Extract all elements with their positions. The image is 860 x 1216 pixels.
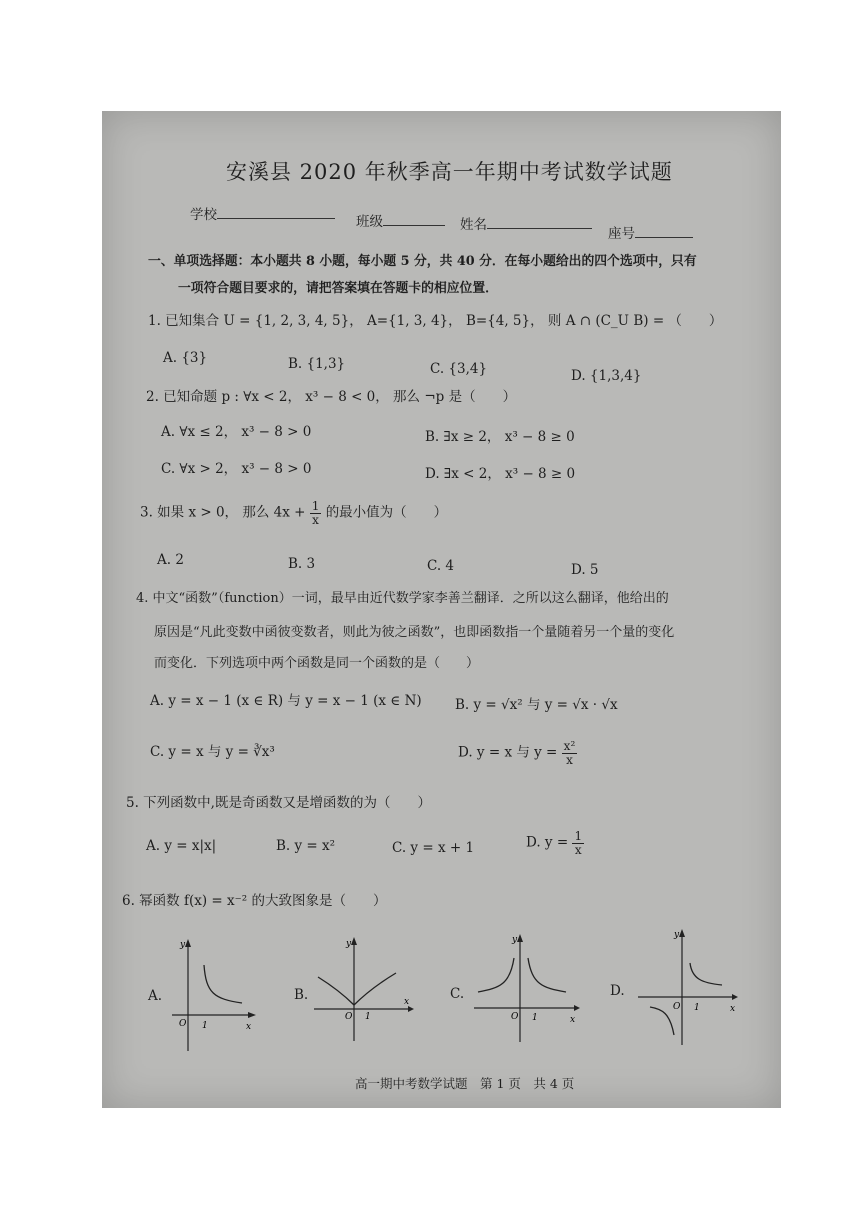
q6-graph-d-left-curve bbox=[650, 1007, 674, 1035]
q6-graph-d-right-curve bbox=[690, 963, 722, 985]
q3-option-d: D. 5 bbox=[571, 562, 599, 578]
q1-option-a: A. {3} bbox=[163, 350, 208, 366]
q6-graph-a-o: O bbox=[179, 1019, 187, 1029]
section-heading: 一、单项选择题：本小题共 8 小题，每小题 5 分，共 40 分．在每小题给出的四个选项中，只有 bbox=[148, 254, 697, 269]
q6-label-d: D. bbox=[610, 983, 625, 999]
q6-label-b: B. bbox=[294, 987, 309, 1003]
q2-option-d: D. ∃x < 2， x³ − 8 ≥ 0 bbox=[425, 466, 576, 482]
q6-graph-d-1: 1 bbox=[694, 1003, 700, 1013]
q2-option-b: B. ∃x ≥ 2， x³ − 8 ≥ 0 bbox=[425, 429, 575, 445]
q6-graph-c bbox=[470, 930, 582, 1045]
q3-option-a: A. 2 bbox=[157, 552, 184, 568]
q6-graph-b-curve bbox=[318, 973, 396, 1005]
q4-line-2: 原因是“凡此变数中函彼变数者，则此为彼之函数”，也即函数指一个量随着另一个量的变化 bbox=[154, 625, 675, 640]
q5-option-a: A. y = x|x| bbox=[146, 838, 217, 854]
q6-graph-a-curve bbox=[204, 965, 242, 1003]
q1-option-d: D. {1,3,4} bbox=[571, 368, 642, 384]
q3-stem: 3. 如果 x > 0， 那么 4x + $\frac{1}{x}$ 的最小值为（ ） bbox=[140, 499, 448, 527]
q6-graph-a-x: x bbox=[246, 1022, 252, 1032]
q1-stem: 1. 已知集合 U = {1, 2, 3, 4, 5}， A={1, 3, 4}， B={4, 5}， 则 A ∩ (C_U B) = （ ） bbox=[148, 313, 723, 329]
seat-field: 座号 bbox=[608, 225, 693, 242]
q6-graph-a-y: y bbox=[180, 940, 186, 950]
q6-graph-b-x: x bbox=[404, 997, 410, 1007]
q6-stem: 6. 幂函数 f(x) = x⁻² 的大致图象是（ ） bbox=[122, 893, 387, 909]
q6-graph-b bbox=[310, 935, 415, 1045]
q6-graph-a-1: 1 bbox=[202, 1021, 208, 1031]
q6-graph-d-x: x bbox=[730, 1004, 736, 1014]
q6-graph-c-1: 1 bbox=[532, 1013, 538, 1023]
q6-graph-c-right-curve bbox=[528, 958, 566, 992]
q4-option-d: D. y = x 与 y = $\frac{\text{x²}}{x}$ bbox=[458, 739, 576, 767]
q1-option-c: C. {3,4} bbox=[430, 361, 488, 377]
q6-graph-b-1: 1 bbox=[365, 1012, 371, 1022]
q2-option-c: C. ∀x > 2， x³ − 8 > 0 bbox=[161, 461, 312, 477]
q6-graph-c-y: y bbox=[512, 935, 518, 945]
q4-option-c: C. y = x 与 y = ∛x³ bbox=[150, 744, 275, 760]
section-heading-2: 一项符合题目要求的，请把答案填在答题卡的相应位置． bbox=[178, 281, 498, 296]
q4-option-b: B. y = √x² 与 y = √x · √x bbox=[455, 697, 618, 713]
name-field: 姓名 bbox=[460, 216, 592, 233]
page-footer: 高一期中考数学试题 第 1 页 共 4 页 bbox=[355, 1076, 575, 1091]
q4-d-fraction: $\frac{\text{x²}}{x}$ bbox=[563, 739, 576, 767]
q6-label-c: C. bbox=[450, 986, 465, 1002]
q4-option-a: A. y = x − 1 (x ∈ R) 与 y = x − 1 (x ∈ N) bbox=[150, 693, 422, 709]
q3-fraction: $\frac{1}{x}$ bbox=[311, 499, 320, 527]
q6-graph-c-left-curve bbox=[478, 958, 514, 992]
q6-graph-d-o: O bbox=[673, 1002, 681, 1012]
q5-d-fraction: $\frac{1}{x}$ bbox=[574, 829, 583, 857]
q3-option-c: C. 4 bbox=[427, 558, 455, 574]
q5-option-b: B. y = x² bbox=[276, 838, 336, 854]
q6-graph-d bbox=[636, 925, 741, 1050]
q6-graph-a bbox=[168, 935, 258, 1055]
q1-option-b: B. {1,3} bbox=[288, 356, 346, 372]
q6-label-a: A. bbox=[148, 988, 163, 1004]
exam-title: 安溪县 2020 年秋季高一年期中考试数学试题 bbox=[226, 160, 673, 184]
q5-option-c: C. y = x + 1 bbox=[392, 840, 475, 856]
q4-line-1: 4. 中文“函数”（function）一词，最早由近代数学家李善兰翻译．之所以这么翻译，他给出的 bbox=[136, 591, 669, 606]
q4-line-3: 而变化．下列选项中两个函数是同一个函数的是（ ） bbox=[154, 656, 480, 671]
q3-option-b: B. 3 bbox=[288, 556, 316, 572]
q5-option-d: D. y = $\frac{1}{x}$ bbox=[526, 829, 583, 857]
q5-stem: 5. 下列函数中,既是奇函数又是增函数的为（ ） bbox=[126, 795, 431, 811]
q6-graph-b-y: y bbox=[346, 939, 352, 949]
class-field: 班级 bbox=[356, 213, 445, 230]
q2-option-a: A. ∀x ≤ 2， x³ − 8 > 0 bbox=[161, 424, 312, 440]
q6-graph-c-o: O bbox=[511, 1012, 519, 1022]
q6-graph-b-o: O bbox=[345, 1012, 353, 1022]
q6-graph-c-x: x bbox=[570, 1015, 576, 1025]
q6-graph-d-y: y bbox=[674, 930, 680, 940]
q2-stem: 2. 已知命题 p : ∀x < 2， x³ − 8 < 0， 那么 ¬p 是（ ） bbox=[146, 389, 517, 405]
school-field: 学校 bbox=[190, 206, 335, 223]
